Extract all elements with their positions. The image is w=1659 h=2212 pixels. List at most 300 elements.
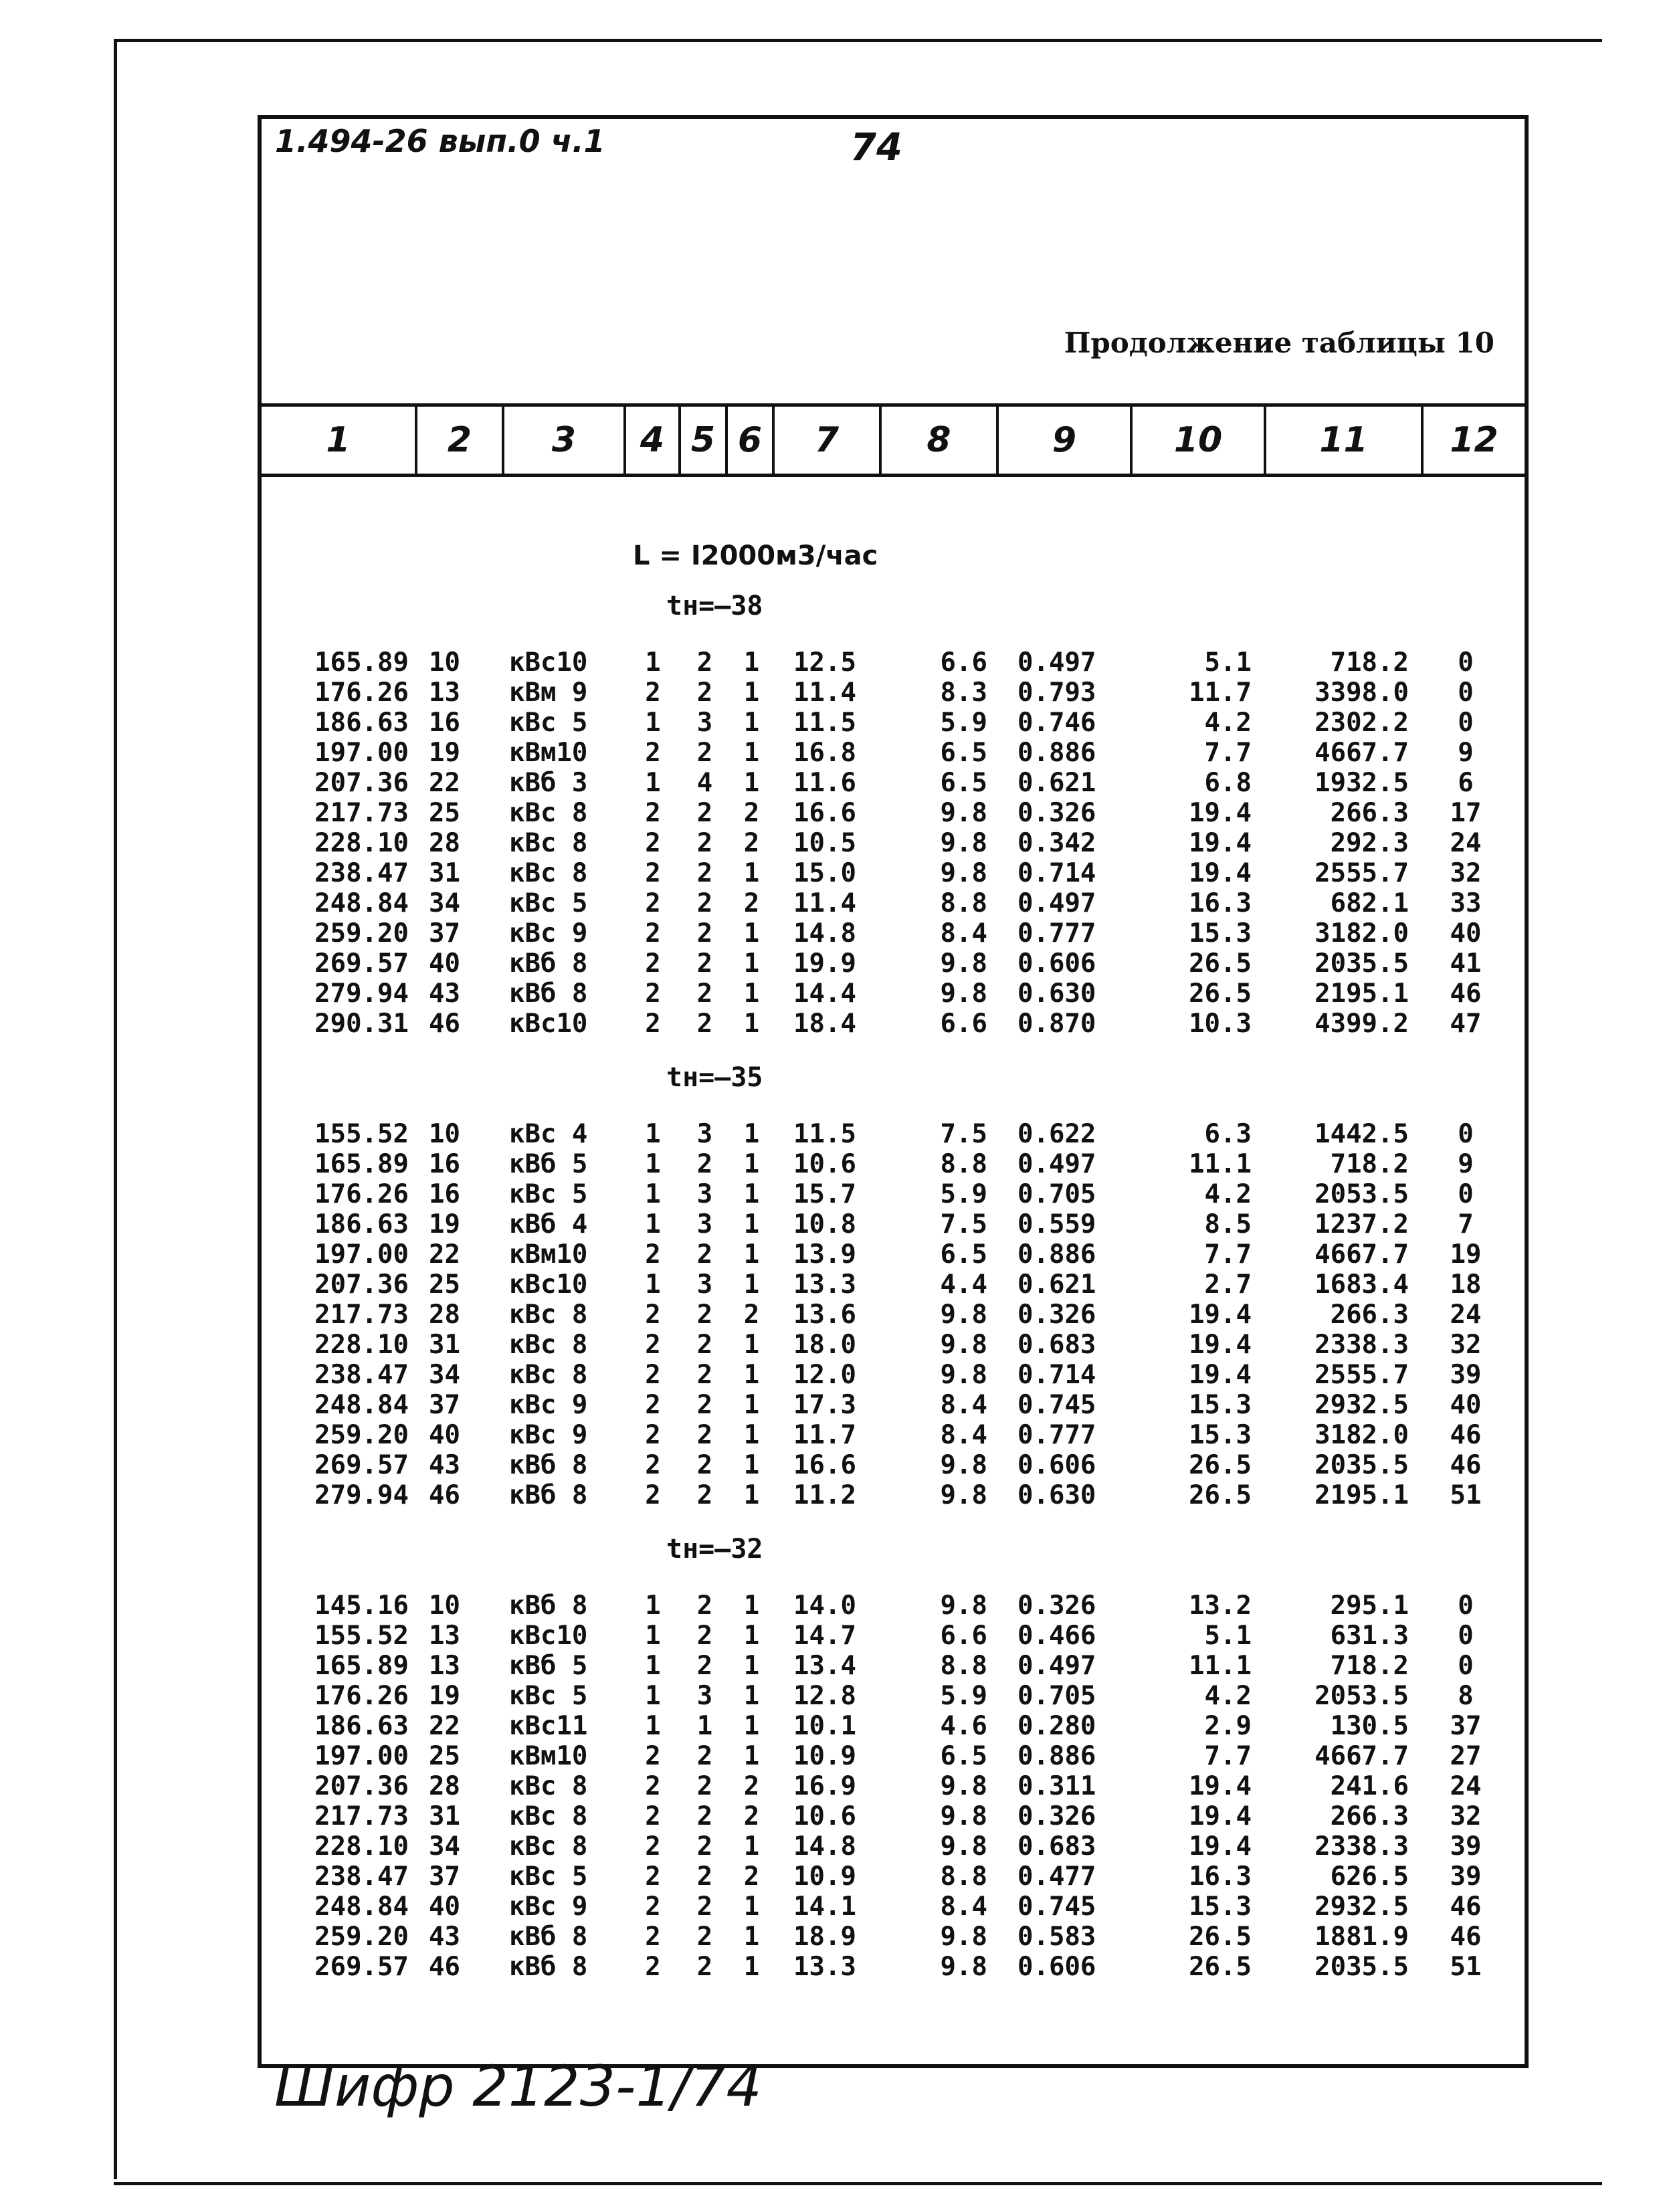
table-cell-col1: 269.57 xyxy=(314,1952,409,1982)
table-cell-col5: 1 xyxy=(696,1711,713,1741)
table-cell-col2: 43 xyxy=(429,1450,460,1480)
table-cell-col1: 207.36 xyxy=(314,768,409,798)
table-cell-col2: 16 xyxy=(429,708,460,738)
table-cell-col3: кВб 8 xyxy=(509,1952,588,1982)
table-cell-col3: кВс10 xyxy=(509,1009,588,1039)
table-cell-col12: 0 xyxy=(1458,1651,1474,1681)
table-cell-col7: 14.4 xyxy=(793,979,856,1009)
table-cell-col12: 46 xyxy=(1450,1922,1482,1952)
table-cell-col2: 19 xyxy=(429,738,460,768)
table-cell-col10: 19.4 xyxy=(1189,1831,1252,1862)
table-cell-col3: кВс 8 xyxy=(509,858,588,888)
column-header: 5 xyxy=(681,407,728,474)
table-cell-col3: кВс 8 xyxy=(509,1831,588,1862)
table-cell-col12: 8 xyxy=(1458,1681,1474,1711)
table-cell-col10: 2.9 xyxy=(1204,1711,1252,1741)
table-row xyxy=(262,1420,1525,1450)
group-title: tн=–35 xyxy=(666,1062,763,1093)
table-row xyxy=(262,888,1525,918)
table-cell-col12: 46 xyxy=(1450,1892,1482,1922)
table-row xyxy=(262,1591,1525,1621)
table-cell-col2: 46 xyxy=(429,1009,460,1039)
table-cell-col1: 186.63 xyxy=(314,708,409,738)
outer-left-rule xyxy=(114,39,117,2179)
table-cell-col2: 31 xyxy=(429,1801,460,1831)
table-cell-col3: кВб 8 xyxy=(509,979,588,1009)
table-cell-col10: 26.5 xyxy=(1189,1952,1252,1982)
table-cell-col7: 13.4 xyxy=(793,1651,856,1681)
table-cell-col12: 32 xyxy=(1450,1801,1482,1831)
table-cell-col11: 2035.5 xyxy=(1314,948,1409,979)
table-row xyxy=(262,1801,1525,1831)
table-cell-col10: 26.5 xyxy=(1189,1480,1252,1510)
table-cell-col10: 19.4 xyxy=(1189,1330,1252,1360)
table-cell-col2: 10 xyxy=(429,1119,460,1149)
table-cell-col1: 238.47 xyxy=(314,1360,409,1390)
table-cell-col11: 4667.7 xyxy=(1314,738,1409,768)
table-cell-col8: 8.4 xyxy=(940,1892,987,1922)
table-cell-col4: 2 xyxy=(645,1831,661,1862)
table-cell-col8: 4.6 xyxy=(940,1711,987,1741)
table-cell-col8: 9.8 xyxy=(940,1952,987,1982)
table-cell-col6: 1 xyxy=(743,1420,760,1450)
table-cell-col9: 0.745 xyxy=(1017,1892,1096,1922)
table-cell-col8: 9.8 xyxy=(940,828,987,858)
table-cell-col9: 0.745 xyxy=(1017,1390,1096,1420)
table-cell-col1: 290.31 xyxy=(314,1009,409,1039)
table-cell-col10: 19.4 xyxy=(1189,828,1252,858)
table-cell-col12: 24 xyxy=(1450,1771,1482,1801)
table-cell-col11: 266.3 xyxy=(1330,1300,1409,1330)
table-cell-col9: 0.683 xyxy=(1017,1330,1096,1360)
table-cell-col8: 6.5 xyxy=(940,768,987,798)
table-cell-col11: 4399.2 xyxy=(1314,1009,1409,1039)
table-cell-col9: 0.466 xyxy=(1017,1621,1096,1651)
table-cell-col11: 4667.7 xyxy=(1314,1239,1409,1270)
table-cell-col9: 0.606 xyxy=(1017,1952,1096,1982)
table-cell-col5: 2 xyxy=(696,647,713,678)
table-cell-col12: 17 xyxy=(1450,798,1482,828)
table-cell-col11: 1932.5 xyxy=(1314,768,1409,798)
table-cell-col9: 0.777 xyxy=(1017,918,1096,948)
table-cell-col3: кВс 9 xyxy=(509,1892,588,1922)
table-row xyxy=(262,1179,1525,1209)
table-cell-col8: 8.8 xyxy=(940,1651,987,1681)
table-cell-col10: 13.2 xyxy=(1189,1591,1252,1621)
table-cell-col2: 43 xyxy=(429,979,460,1009)
table-cell-col2: 28 xyxy=(429,1771,460,1801)
table-cell-col1: 176.26 xyxy=(314,1681,409,1711)
table-cell-col3: кВм10 xyxy=(509,1741,588,1771)
table-cell-col10: 19.4 xyxy=(1189,798,1252,828)
table-cell-col12: 32 xyxy=(1450,1330,1482,1360)
table-cell-col4: 2 xyxy=(645,979,661,1009)
table-cell-col10: 19.4 xyxy=(1189,1300,1252,1330)
table-row xyxy=(262,1360,1525,1390)
table-cell-col8: 8.4 xyxy=(940,1420,987,1450)
table-cell-col11: 1683.4 xyxy=(1314,1270,1409,1300)
table-cell-col5: 2 xyxy=(696,1360,713,1390)
table-cell-col10: 19.4 xyxy=(1189,1801,1252,1831)
table-cell-col3: кВс 9 xyxy=(509,1390,588,1420)
table-cell-col2: 37 xyxy=(429,1862,460,1892)
table-cell-col4: 1 xyxy=(645,647,661,678)
table-cell-col8: 6.6 xyxy=(940,647,987,678)
table-cell-col1: 228.10 xyxy=(314,828,409,858)
table-cell-col7: 18.0 xyxy=(793,1330,856,1360)
table-cell-col7: 15.0 xyxy=(793,858,856,888)
table-cell-col12: 0 xyxy=(1458,678,1474,708)
table-cell-col9: 0.326 xyxy=(1017,1801,1096,1831)
table-cell-col11: 631.3 xyxy=(1330,1621,1409,1651)
table-row xyxy=(262,1270,1525,1300)
table-cell-col10: 7.7 xyxy=(1204,738,1252,768)
table-cell-col3: кВм10 xyxy=(509,1239,588,1270)
table-cell-col3: кВс 5 xyxy=(509,1862,588,1892)
table-cell-col3: кВб 4 xyxy=(509,1209,588,1239)
table-cell-col3: кВс 9 xyxy=(509,918,588,948)
table-cell-col1: 176.26 xyxy=(314,1179,409,1209)
table-cell-col3: кВб 5 xyxy=(509,1149,588,1179)
table-cell-col1: 197.00 xyxy=(314,738,409,768)
table-cell-col11: 626.5 xyxy=(1330,1862,1409,1892)
table-cell-col11: 682.1 xyxy=(1330,888,1409,918)
table-cell-col2: 43 xyxy=(429,1922,460,1952)
table-cell-col12: 51 xyxy=(1450,1952,1482,1982)
table-cell-col5: 2 xyxy=(696,1390,713,1420)
table-cell-col6: 1 xyxy=(743,918,760,948)
table-cell-col11: 2338.3 xyxy=(1314,1831,1409,1862)
table-row xyxy=(262,1621,1525,1651)
table-cell-col4: 2 xyxy=(645,1801,661,1831)
table-cell-col6: 1 xyxy=(743,1681,760,1711)
table-cell-col2: 16 xyxy=(429,1149,460,1179)
table-cell-col2: 46 xyxy=(429,1952,460,1982)
table-cell-col10: 15.3 xyxy=(1189,918,1252,948)
table-cell-col10: 4.2 xyxy=(1204,1681,1252,1711)
table-cell-col11: 2338.3 xyxy=(1314,1330,1409,1360)
table-cell-col12: 39 xyxy=(1450,1831,1482,1862)
table-cell-col9: 0.705 xyxy=(1017,1681,1096,1711)
table-cell-col4: 2 xyxy=(645,1741,661,1771)
column-header: 8 xyxy=(882,407,999,474)
table-cell-col9: 0.342 xyxy=(1017,828,1096,858)
column-header: 10 xyxy=(1133,407,1266,474)
table-cell-col4: 1 xyxy=(645,1651,661,1681)
table-cell-col9: 0.326 xyxy=(1017,798,1096,828)
table-cell-col5: 2 xyxy=(696,1801,713,1831)
table-cell-col1: 165.89 xyxy=(314,1149,409,1179)
group-rows xyxy=(262,1119,1525,1510)
page-number: 74 xyxy=(850,126,902,169)
table-cell-col8: 8.4 xyxy=(940,1390,987,1420)
table-cell-col12: 41 xyxy=(1450,948,1482,979)
table-cell-col5: 3 xyxy=(696,1119,713,1149)
table-cell-col9: 0.559 xyxy=(1017,1209,1096,1239)
table-row xyxy=(262,1741,1525,1771)
table-cell-col1: 248.84 xyxy=(314,1390,409,1420)
table-row xyxy=(262,647,1525,678)
table-cell-col4: 2 xyxy=(645,828,661,858)
table-cell-col4: 2 xyxy=(645,948,661,979)
table-cell-col1: 217.73 xyxy=(314,798,409,828)
table-cell-col8: 9.8 xyxy=(940,858,987,888)
table-cell-col6: 2 xyxy=(743,1862,760,1892)
table-cell-col2: 46 xyxy=(429,1480,460,1510)
table-row xyxy=(262,768,1525,798)
table-cell-col5: 3 xyxy=(696,1681,713,1711)
table-cell-col2: 34 xyxy=(429,1831,460,1862)
column-header: 9 xyxy=(999,407,1133,474)
table-cell-col11: 2555.7 xyxy=(1314,1360,1409,1390)
table-cell-col5: 3 xyxy=(696,1209,713,1239)
table-cell-col3: кВс 5 xyxy=(509,708,588,738)
table-cell-col7: 11.5 xyxy=(793,1119,856,1149)
table-cell-col5: 3 xyxy=(696,708,713,738)
table-cell-col11: 718.2 xyxy=(1330,1149,1409,1179)
table-cell-col3: кВс 8 xyxy=(509,828,588,858)
table-cell-col6: 1 xyxy=(743,1239,760,1270)
table-cell-col1: 155.52 xyxy=(314,1119,409,1149)
table-cell-col10: 26.5 xyxy=(1189,1450,1252,1480)
table-cell-col1: 165.89 xyxy=(314,1651,409,1681)
table-row xyxy=(262,1711,1525,1741)
column-header: 2 xyxy=(417,407,504,474)
document-reference: 1.494-26 вып.0 ч.1 xyxy=(275,123,605,159)
table-cell-col5: 2 xyxy=(696,918,713,948)
table-cell-col1: 155.52 xyxy=(314,1621,409,1651)
table-cell-col9: 0.311 xyxy=(1017,1771,1096,1801)
table-cell-col8: 9.8 xyxy=(940,1330,987,1360)
table-cell-col7: 10.9 xyxy=(793,1741,856,1771)
table-cell-col7: 13.6 xyxy=(793,1300,856,1330)
table-cell-col3: кВб 8 xyxy=(509,1480,588,1510)
table-cell-col9: 0.705 xyxy=(1017,1179,1096,1209)
table-cell-col11: 1881.9 xyxy=(1314,1922,1409,1952)
table-cell-col7: 14.0 xyxy=(793,1591,856,1621)
table-cell-col7: 16.6 xyxy=(793,798,856,828)
table-cell-col4: 2 xyxy=(645,1390,661,1420)
table-cell-col10: 6.8 xyxy=(1204,768,1252,798)
outer-top-rule xyxy=(114,39,1602,42)
table-cell-col6: 1 xyxy=(743,858,760,888)
table-cell-col1: 269.57 xyxy=(314,1450,409,1480)
table-cell-col2: 40 xyxy=(429,1892,460,1922)
table-cell-col11: 2035.5 xyxy=(1314,1450,1409,1480)
table-cell-col5: 2 xyxy=(696,1420,713,1450)
table-cell-col8: 9.8 xyxy=(940,979,987,1009)
table-cell-col4: 2 xyxy=(645,1239,661,1270)
table-cell-col8: 9.8 xyxy=(940,1360,987,1390)
table-cell-col10: 19.4 xyxy=(1189,1771,1252,1801)
table-cell-col10: 11.1 xyxy=(1189,1651,1252,1681)
table-cell-col7: 14.8 xyxy=(793,1831,856,1862)
table-cell-col8: 4.4 xyxy=(940,1270,987,1300)
table-cell-col2: 28 xyxy=(429,828,460,858)
table-cell-col6: 2 xyxy=(743,888,760,918)
table-cell-col4: 1 xyxy=(645,1179,661,1209)
table-cell-col11: 1442.5 xyxy=(1314,1119,1409,1149)
table-cell-col9: 0.326 xyxy=(1017,1300,1096,1330)
table-cell-col6: 1 xyxy=(743,768,760,798)
table-cell-col2: 19 xyxy=(429,1209,460,1239)
table-cell-col9: 0.606 xyxy=(1017,948,1096,979)
table-cell-col7: 10.6 xyxy=(793,1801,856,1831)
table-cell-col10: 15.3 xyxy=(1189,1420,1252,1450)
table-row xyxy=(262,1651,1525,1681)
table-cell-col3: кВс10 xyxy=(509,647,588,678)
table-cell-col6: 1 xyxy=(743,1952,760,1982)
table-cell-col9: 0.497 xyxy=(1017,888,1096,918)
table-row xyxy=(262,1831,1525,1862)
table-cell-col7: 13.3 xyxy=(793,1270,856,1300)
table-cell-col2: 25 xyxy=(429,1270,460,1300)
table-cell-col6: 1 xyxy=(743,948,760,979)
column-header: 3 xyxy=(504,407,626,474)
table-cell-col1: 269.57 xyxy=(314,948,409,979)
table-cell-col3: кВс 9 xyxy=(509,1420,588,1450)
table-cell-col5: 2 xyxy=(696,828,713,858)
table-cell-col12: 39 xyxy=(1450,1360,1482,1390)
table-cell-col3: кВм 9 xyxy=(509,678,588,708)
table-cell-col5: 3 xyxy=(696,1179,713,1209)
table-cell-col5: 2 xyxy=(696,1330,713,1360)
table-cell-col7: 18.9 xyxy=(793,1922,856,1952)
table-cell-col4: 2 xyxy=(645,738,661,768)
table-cell-col2: 13 xyxy=(429,1651,460,1681)
table-cell-col7: 10.6 xyxy=(793,1149,856,1179)
table-cell-col3: кВс 8 xyxy=(509,1330,588,1360)
table-row xyxy=(262,1681,1525,1711)
table-cell-col10: 7.7 xyxy=(1204,1239,1252,1270)
table-row xyxy=(262,1119,1525,1149)
table-cell-col3: кВс10 xyxy=(509,1270,588,1300)
table-cell-col4: 2 xyxy=(645,678,661,708)
table-cell-col2: 31 xyxy=(429,1330,460,1360)
table-cell-col3: кВб 3 xyxy=(509,768,588,798)
table-cell-col6: 1 xyxy=(743,678,760,708)
table-row xyxy=(262,918,1525,948)
table-cell-col9: 0.497 xyxy=(1017,1149,1096,1179)
table-cell-col11: 2035.5 xyxy=(1314,1952,1409,1982)
table-cell-col3: кВс 8 xyxy=(509,798,588,828)
table-cell-col8: 9.8 xyxy=(940,798,987,828)
table-cell-col9: 0.886 xyxy=(1017,1239,1096,1270)
table-cell-col7: 11.7 xyxy=(793,1420,856,1450)
table-cell-col11: 292.3 xyxy=(1330,828,1409,858)
table-cell-col6: 1 xyxy=(743,1270,760,1300)
table-row xyxy=(262,1771,1525,1801)
table-cell-col10: 8.5 xyxy=(1204,1209,1252,1239)
table-cell-col7: 19.9 xyxy=(793,948,856,979)
table-cell-col12: 9 xyxy=(1458,1149,1474,1179)
table-row xyxy=(262,798,1525,828)
table-cell-col9: 0.477 xyxy=(1017,1862,1096,1892)
table-row xyxy=(262,678,1525,708)
table-cell-col8: 5.9 xyxy=(940,1681,987,1711)
table-cell-col8: 6.6 xyxy=(940,1621,987,1651)
table-cell-col7: 13.3 xyxy=(793,1952,856,1982)
column-header: 7 xyxy=(775,407,882,474)
table-cell-col5: 2 xyxy=(696,1300,713,1330)
table-cell-col8: 9.8 xyxy=(940,948,987,979)
table-cell-col12: 0 xyxy=(1458,1179,1474,1209)
table-cell-col9: 0.746 xyxy=(1017,708,1096,738)
table-cell-col12: 18 xyxy=(1450,1270,1482,1300)
table-row xyxy=(262,1480,1525,1510)
table-cell-col1: 248.84 xyxy=(314,1892,409,1922)
table-cell-col3: кВс 5 xyxy=(509,1681,588,1711)
table-cell-col6: 2 xyxy=(743,828,760,858)
table-cell-col2: 34 xyxy=(429,1360,460,1390)
table-cell-col7: 16.8 xyxy=(793,738,856,768)
table-cell-col7: 14.1 xyxy=(793,1892,856,1922)
table-cell-col1: 197.00 xyxy=(314,1741,409,1771)
table-cell-col11: 4667.7 xyxy=(1314,1741,1409,1771)
column-header: 12 xyxy=(1450,420,1498,460)
table-row xyxy=(262,1300,1525,1330)
table-cell-col6: 1 xyxy=(743,1591,760,1621)
column-header: 4 xyxy=(626,407,681,474)
table-cell-col8: 8.8 xyxy=(940,1862,987,1892)
table-cell-col1: 279.94 xyxy=(314,1480,409,1510)
table-cell-col12: 0 xyxy=(1458,1621,1474,1651)
table-cell-col5: 2 xyxy=(696,1651,713,1681)
table-cell-col3: кВс10 xyxy=(509,1621,588,1651)
table-cell-col6: 1 xyxy=(743,1450,760,1480)
table-row xyxy=(262,948,1525,979)
table-cell-col6: 1 xyxy=(743,1480,760,1510)
table-cell-col1: 259.20 xyxy=(314,1922,409,1952)
table-cell-col7: 16.6 xyxy=(793,1450,856,1480)
table-cell-col5: 2 xyxy=(696,678,713,708)
table-cell-col10: 11.1 xyxy=(1189,1149,1252,1179)
table-cell-col10: 16.3 xyxy=(1189,1862,1252,1892)
table-cell-col9: 0.497 xyxy=(1017,1651,1096,1681)
table-cell-col5: 2 xyxy=(696,1621,713,1651)
table-cell-col12: 46 xyxy=(1450,979,1482,1009)
table-cell-col8: 9.8 xyxy=(940,1922,987,1952)
table-cell-col4: 2 xyxy=(645,858,661,888)
table-cell-col10: 26.5 xyxy=(1189,1922,1252,1952)
column-header: 1 xyxy=(262,407,417,474)
table-cell-col4: 1 xyxy=(645,1149,661,1179)
table-cell-col7: 12.8 xyxy=(793,1681,856,1711)
table-cell-col8: 6.5 xyxy=(940,1741,987,1771)
table-cell-col6: 1 xyxy=(743,1390,760,1420)
table-cell-col1: 217.73 xyxy=(314,1300,409,1330)
table-cell-col10: 6.3 xyxy=(1204,1119,1252,1149)
table-row xyxy=(262,1892,1525,1922)
table-cell-col6: 1 xyxy=(743,979,760,1009)
table-cell-col3: кВб 8 xyxy=(509,1922,588,1952)
table-cell-col9: 0.683 xyxy=(1017,1831,1096,1862)
table-cell-col5: 2 xyxy=(696,948,713,979)
table-cell-col5: 2 xyxy=(696,798,713,828)
table-cell-col5: 4 xyxy=(696,768,713,798)
table-cell-col4: 1 xyxy=(645,768,661,798)
table-cell-col11: 266.3 xyxy=(1330,798,1409,828)
table-cell-col5: 2 xyxy=(696,1922,713,1952)
table-cell-col6: 1 xyxy=(743,1330,760,1360)
table-cell-col10: 26.5 xyxy=(1189,948,1252,979)
table-cell-col12: 0 xyxy=(1458,1591,1474,1621)
table-cell-col11: 266.3 xyxy=(1330,1801,1409,1831)
table-cell-col2: 10 xyxy=(429,1591,460,1621)
table-cell-col11: 241.6 xyxy=(1330,1771,1409,1801)
table-cell-col3: кВс 4 xyxy=(509,1119,588,1149)
table-cell-col2: 13 xyxy=(429,678,460,708)
